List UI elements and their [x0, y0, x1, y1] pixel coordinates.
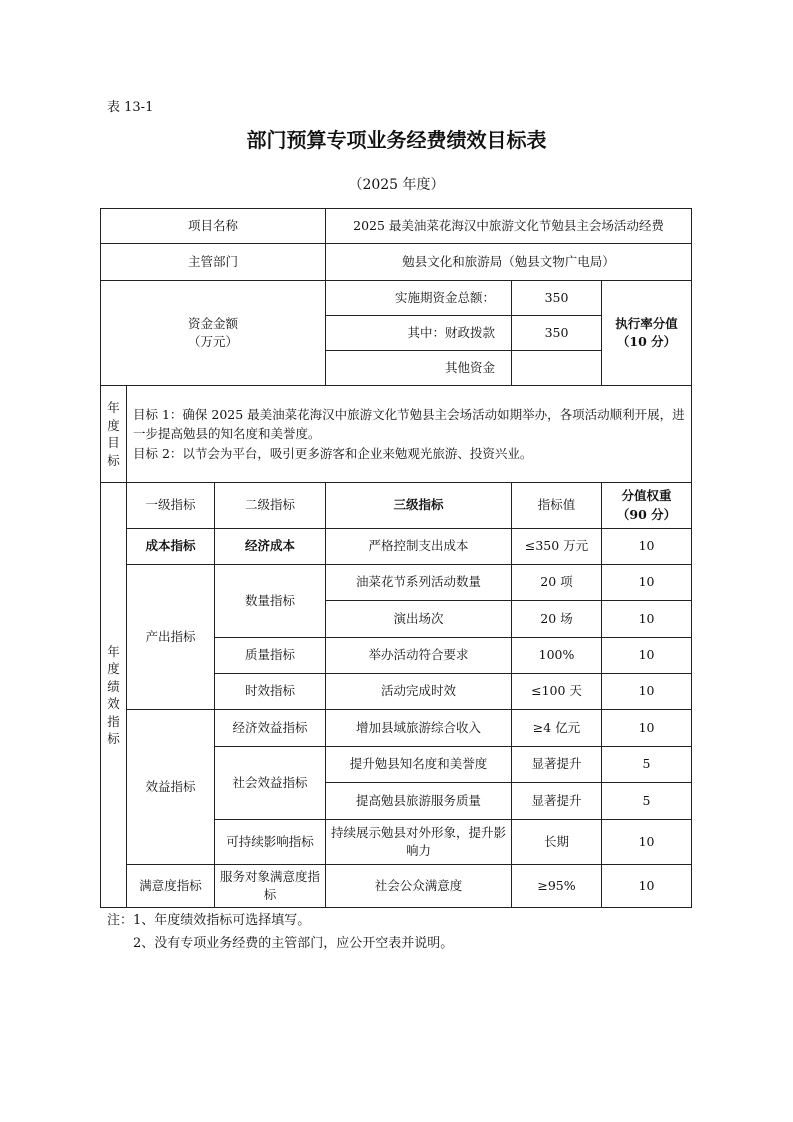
annual-goal-char: 度	[107, 417, 120, 433]
satisfaction-level1: 满意度指标	[127, 865, 215, 908]
funds-fiscal-value: 350	[512, 316, 602, 351]
perf-label-char: 年	[107, 643, 120, 659]
funds-fiscal-label: 其中：财政拨款	[326, 316, 512, 351]
sustain-indicator: 持续展示勉县对外形象，提升影响力	[326, 820, 512, 865]
timeliness-weight: 10	[602, 674, 692, 710]
perf-indicator-label	[101, 483, 127, 908]
year-label: （2025 年度）	[348, 177, 445, 193]
quantity-weight: 10	[602, 565, 692, 601]
quality-value: 100%	[512, 638, 602, 674]
quantity-indicator: 演出场次	[326, 601, 512, 638]
table-row	[101, 565, 692, 601]
indicator-header-row	[101, 483, 692, 529]
social-indicator: 提升勉县知名度和美誉度	[326, 747, 512, 783]
annual-goal-char: 年	[107, 400, 120, 415]
satisfaction-weight: 10	[602, 865, 692, 908]
perf-label-char: 度	[107, 661, 120, 676]
perf-label-char: 指	[107, 713, 120, 729]
goal-2: 目标 2：以节会为平台，吸引更多游客和企业来勉观光旅游、投资兴业。	[133, 445, 533, 461]
economic-value: ≥4 亿元	[512, 710, 602, 747]
cost-level1: 成本指标	[127, 529, 215, 565]
project-name-row	[101, 209, 692, 244]
header-weight-cell	[602, 483, 692, 529]
exec-score-label: 执行率分值	[615, 315, 678, 331]
table-row	[101, 529, 692, 565]
annual-goals	[127, 386, 692, 483]
timeliness-label: 时效指标	[215, 674, 326, 710]
funds-total-label: 实施期资金总额：	[326, 281, 512, 316]
social-weight: 5	[602, 783, 692, 820]
satisfaction-value: ≥95%	[512, 865, 602, 908]
sustain-value: 长期	[512, 820, 602, 865]
output-level1: 产出指标	[127, 565, 215, 710]
dept-value: 勉县文化和旅游局（勉县文物广电局）	[326, 244, 692, 281]
funds-label-cell	[101, 281, 326, 386]
table-row	[101, 865, 692, 908]
economic-indicator: 增加县域旅游综合收入	[326, 710, 512, 747]
dept-label: 主管部门	[101, 244, 326, 281]
note-2: 2、没有专项业务经费的主管部门，应公开空表并说明。	[133, 935, 454, 951]
notes	[107, 910, 453, 956]
funds-row	[101, 281, 692, 316]
performance-target-table	[100, 208, 692, 908]
header-level2: 二级指标	[215, 483, 326, 529]
quantity-value: 20 场	[512, 601, 602, 638]
social-label: 社会效益指标	[215, 747, 326, 820]
exec-score-points: （10 分）	[616, 334, 677, 349]
quantity-label: 数量指标	[215, 565, 326, 638]
page-title: 部门预算专项业务经费绩效目标表	[246, 128, 547, 152]
social-indicator: 提高勉县旅游服务质量	[326, 783, 512, 820]
annual-goal-label	[101, 386, 127, 483]
header-level3: 三级指标	[326, 483, 512, 529]
economic-weight: 10	[602, 710, 692, 747]
quantity-value: 20 项	[512, 565, 602, 601]
quality-label: 质量指标	[215, 638, 326, 674]
note-1: 注：1、年度绩效指标可选择填写。	[107, 913, 311, 928]
benefit-level1: 效益指标	[127, 710, 215, 865]
goal-1: 目标 1：确保 2025 最美油菜花海汉中旅游文化节勉县主会场活动如期举办，各项活动顺利开展，进一步提高勉县的知名度和美誉度。	[133, 406, 685, 442]
table-row	[101, 710, 692, 747]
funds-label: 资金金额	[187, 315, 238, 331]
header-weight-points: （90 分）	[616, 506, 677, 522]
funds-unit: （万元）	[187, 334, 238, 349]
sustain-weight: 10	[602, 820, 692, 865]
perf-label-char: 标	[107, 731, 120, 746]
project-name-label: 项目名称	[101, 209, 326, 244]
header-weight: 分值权重	[621, 488, 672, 504]
annual-goal-char: 标	[107, 452, 120, 468]
funds-total-value: 350	[512, 281, 602, 316]
timeliness-indicator: 活动完成时效	[326, 674, 512, 710]
cost-level2: 经济成本	[215, 529, 326, 565]
satisfaction-indicator: 社会公众满意度	[326, 865, 512, 908]
table-number: 表 13-1	[107, 100, 154, 115]
header-level1: 一级指标	[127, 483, 215, 529]
annual-goal-row	[101, 386, 692, 483]
social-value: 显著提升	[512, 747, 602, 783]
social-weight: 5	[602, 747, 692, 783]
funds-other-value	[512, 351, 602, 386]
funds-other-label: 其他资金	[326, 351, 512, 386]
header-value: 指标值	[512, 483, 602, 529]
exec-score-cell	[602, 281, 692, 386]
quality-weight: 10	[602, 638, 692, 674]
annual-goal-char: 目	[107, 435, 120, 450]
project-name-value: 2025 最美油菜花海汉中旅游文化节勉县主会场活动经费	[326, 209, 692, 244]
social-value: 显著提升	[512, 783, 602, 820]
satisfaction-level2: 服务对象满意度指标	[215, 865, 326, 908]
perf-label-char: 绩	[107, 678, 120, 694]
quantity-weight: 10	[602, 601, 692, 638]
economic-label: 经济效益指标	[215, 710, 326, 747]
perf-label-char: 效	[107, 696, 120, 711]
quality-indicator: 举办活动符合要求	[326, 638, 512, 674]
dept-row	[101, 244, 692, 281]
cost-indicator: 严格控制支出成本	[326, 529, 512, 565]
quantity-indicator: 油菜花节系列活动数量	[326, 565, 512, 601]
cost-weight: 10	[602, 529, 692, 565]
sustain-label: 可持续影响指标	[215, 820, 326, 865]
cost-value: ≤350 万元	[512, 529, 602, 565]
timeliness-value: ≤100 天	[512, 674, 602, 710]
